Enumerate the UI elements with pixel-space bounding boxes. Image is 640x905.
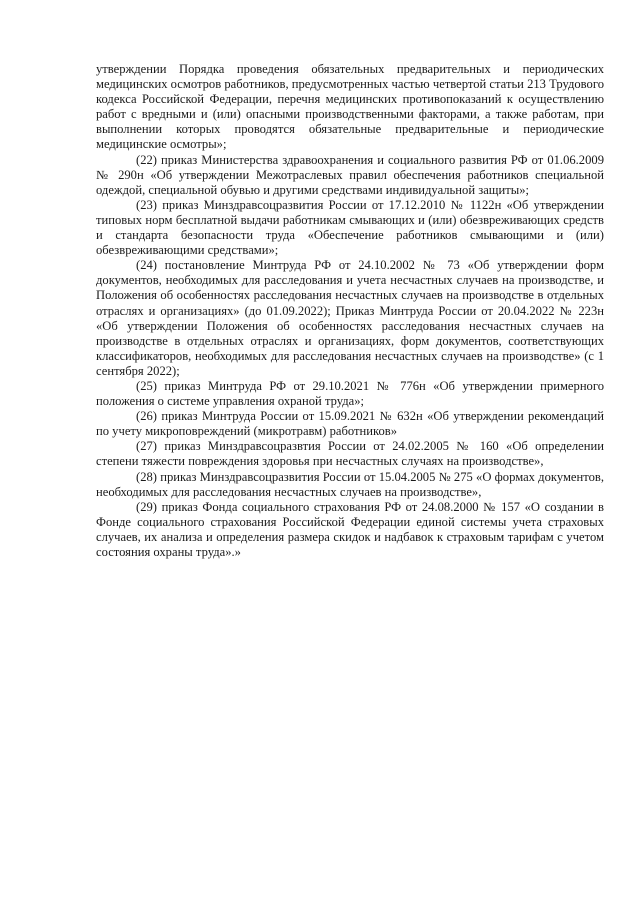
paragraph-item-26: (26) приказ Минтруда России от 15.09.2021 № 632н «Об утверждении рекомендаций по учету микроповреждений (микротравм) работников» bbox=[96, 409, 604, 439]
paragraph-item-28: (28) приказ Минздравсоцразвития России от 15.04.2005 № 275 «О формах документов, необходимых для расследования несчастных случаев на производстве», bbox=[96, 469, 604, 499]
paragraph-item-25: (25) приказ Минтруда РФ от 29.10.2021 № 776н «Об утверждении примерного положения о системе управления охраной труда»; bbox=[96, 378, 604, 409]
paragraph-item-29: (29) приказ Фонда социального страхования РФ от 24.08.2000 № 157 «О создании в Фонде социального страхования Российской Федерации единой системы учета страховых случаев, их анализа и определения размера скидок и надбавок к страховым тарифам с учетом состояния охраны труда».» bbox=[96, 499, 604, 559]
paragraph-item-27: (27) приказ Минздравсоцразвтия России от 24.02.2005 № 160 «Об определении степени тяжести повреждения здоровья при несчастных случаях на производстве», bbox=[96, 439, 604, 469]
document-page bbox=[96, 62, 604, 560]
paragraph-item-22: (22) приказ Министерства здравоохранения и социального развития РФ от 01.06.2009 № 290н «Об утверждении Межотраслевых правил обеспечения работников специальной одеждой, специальной обувью и другими средствами индивидуальной защиты»; bbox=[96, 152, 604, 197]
paragraph-item-23: (23) приказ Минздравсоцразвития России от 17.12.2010 № 1122н «Об утверждении типовых норм бесплатной выдачи работникам смывающих и (или) обезвреживающих средств и стандарта безопасности труда «Обеспечение работников смывающими и (или) обезвреживающими средствами»; bbox=[96, 197, 604, 258]
paragraph-continuation: утверждении Порядка проведения обязательных предварительных и периодических медицинских осмотров работников, предусмотренных частью четвертой статьи 213 Трудового кодекса Российской Федерации, перечня медицинских противопоказаний к осуществлению работ с вредными и (или) опасными производственными факторами, а также работам, при выполнении которых проводятся обязательные предварительные и периодические медицинские осмотры»; bbox=[96, 62, 604, 152]
paragraph-item-24: (24) постановление Минтруда РФ от 24.10.2002 № 73 «Об утверждении форм документов, необходимых для расследования и учета несчастных случаев на производстве, и Положения об особенностях расследования несчастных случаев на производстве в отдельных отраслях и организациях» (до 01.09.2022); Приказ Минтруда России от 20.04.2022 № 223н «Об утверждении Положения об особенностях расследования несчастных случаев на производстве в отдельных отраслях и организациях, форм документов, соответствующих классификаторов, необходимых для расследования несчастных случаев на производстве» (с 1 сентября 2022); bbox=[96, 258, 604, 378]
